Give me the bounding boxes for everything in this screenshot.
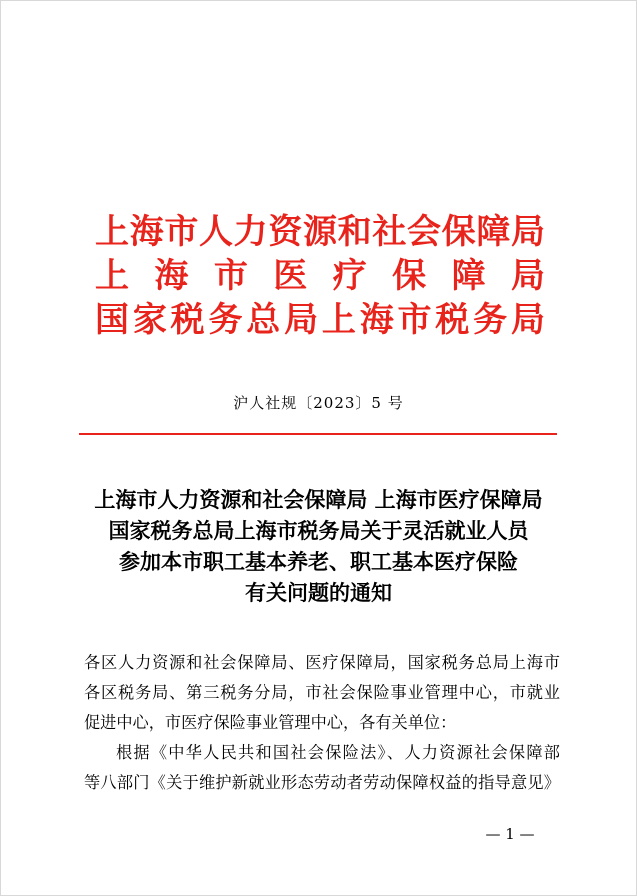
document-title: [0, 484, 637, 608]
body-line: 促进中心，市医疗保险事业管理中心，各有关单位：: [84, 713, 457, 732]
document-number: 沪人社规〔2023〕5 号: [233, 394, 404, 412]
page-number: — 1 —: [485, 825, 535, 843]
title-line: 国家税务总局上海市税务局关于灵活就业人员: [108, 518, 529, 543]
title-line: 上海市人力资源和社会保障局 上海市医疗保障局: [94, 487, 543, 512]
document-body: [84, 648, 560, 798]
issuer-line: 上 海 市 医 疗 保 障 局: [95, 256, 545, 296]
issuer-line: 上海市人力资源和社会保障局: [95, 212, 545, 252]
body-line: 各区税务局、第三税务分局，市社会保险事业管理中心，市就业: [84, 683, 560, 702]
title-line: 有关问题的通知: [245, 580, 392, 605]
body-line: 等八部门《关于维护新就业形态劳动者劳动保障权益的指导意见》: [84, 773, 560, 792]
body-line: 各区人力资源和社会保障局、医疗保障局，国家税务总局上海市: [84, 653, 560, 672]
title-line: 参加本市职工基本养老、职工基本医疗保险: [119, 549, 518, 574]
issuer-header: [95, 210, 545, 342]
body-line: 根据《中华人民共和国社会保险法》、人力资源社会保障部: [116, 743, 560, 762]
issuer-line: 国家税务总局上海市税务局: [95, 300, 545, 340]
red-divider: [79, 433, 557, 435]
